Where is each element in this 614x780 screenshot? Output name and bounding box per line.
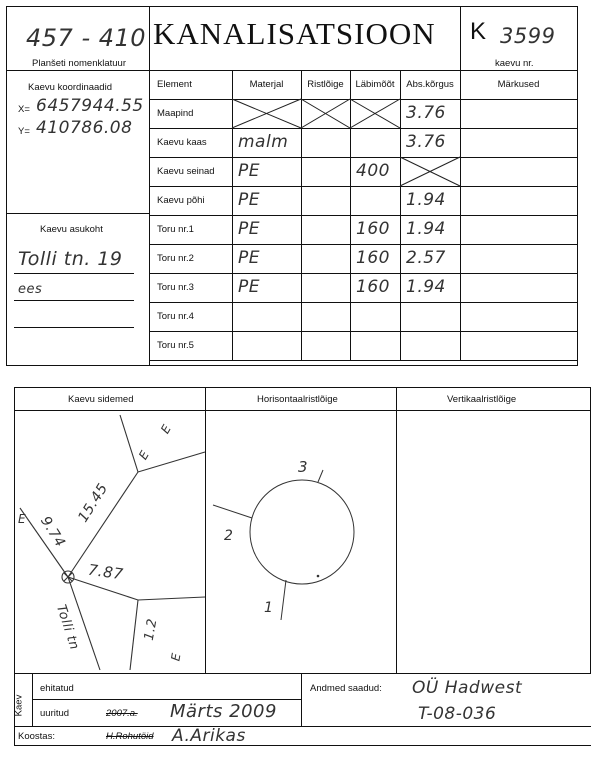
table-cell-labimoot: 160	[356, 219, 390, 239]
table-cell-materjal: malm	[238, 132, 289, 152]
table-cell-labimoot: 160	[356, 248, 390, 268]
form-title: KANALISATSIOON	[153, 16, 436, 51]
sketch-d1: 9.74	[37, 513, 69, 551]
koostas-value: A.Arikas	[172, 726, 246, 746]
sketch-e4: E	[168, 651, 184, 663]
cross-mark	[301, 99, 350, 128]
location-line2: ees	[18, 282, 43, 297]
cross-mark	[232, 99, 301, 128]
uuritud-crossed: 2007.a.	[106, 708, 138, 719]
sketch-street: Tolli tn	[52, 603, 82, 652]
cross-mark	[350, 99, 400, 128]
location-label: Kaevu asukoht	[40, 224, 103, 235]
cross-mark	[232, 99, 301, 128]
uuritud-label: uuritud	[40, 708, 70, 719]
y-prefix: Y=	[18, 126, 30, 137]
table-cell-materjal: PE	[238, 161, 260, 181]
table-cell-labimoot: 400	[356, 161, 390, 181]
sketch-e2: E	[135, 447, 153, 463]
cross-mark	[301, 99, 350, 128]
pipe-number-3: 3	[298, 458, 309, 476]
table-header-3: Läbimõõt	[355, 79, 395, 90]
table-cell-labimoot: 160	[356, 277, 390, 297]
table-cell-abs: 2.57	[406, 248, 446, 268]
sketch-e1: E	[18, 512, 27, 526]
ehitatud-label: ehitatud	[40, 683, 74, 694]
x-value: 6457944.55	[36, 96, 144, 116]
nomenclature-label: Planšeti nomenklatuur	[32, 58, 126, 69]
well-letter: K	[470, 18, 487, 45]
vertical-label: Vertikaalristlõige	[447, 394, 517, 405]
sketch-d4: 1.2	[141, 617, 161, 642]
cross-mark	[400, 157, 460, 186]
cross-mark	[400, 157, 460, 186]
andmed-value: OÜ Hadwest	[412, 678, 523, 698]
cross-mark	[350, 99, 400, 128]
horizontal-label: Horisontaalristlõige	[257, 394, 338, 405]
table-cell-abs: 1.94	[406, 277, 446, 297]
table-header-1: Materjal	[249, 79, 284, 90]
table-cell-element: Toru nr.5	[157, 340, 194, 351]
table-header-5: Märkused	[497, 79, 540, 90]
well-number: 3599	[500, 24, 556, 48]
well-number-label: kaevu nr.	[495, 58, 534, 69]
x-prefix: X=	[18, 104, 30, 115]
coords-label: Kaevu koordinaadid	[28, 82, 112, 93]
pipe-number-2: 2	[224, 528, 234, 544]
table-cell-element: Kaevu põhi	[157, 195, 205, 206]
table-header-2: Ristlõige	[307, 79, 344, 90]
table-cell-element: Toru nr.4	[157, 311, 194, 322]
table-cell-materjal: PE	[238, 219, 260, 239]
uuritud-value: Märts 2009	[170, 701, 277, 722]
table-header-4: Abs.kõrgus	[406, 79, 454, 90]
sketch-d2: 15.45	[75, 480, 112, 526]
table-cell-element: Toru nr.2	[157, 253, 194, 264]
koostas-crossed: H.Rohutöid	[106, 731, 154, 742]
table-cell-abs: 3.76	[406, 132, 446, 152]
sidemed-label: Kaevu sidemed	[68, 394, 134, 405]
andmed-code: T-08-036	[418, 704, 497, 724]
table-cell-abs: 1.94	[406, 190, 446, 210]
sketch-e3: E	[157, 421, 175, 437]
table-cell-materjal: PE	[238, 248, 260, 268]
andmed-label: Andmed saadud:	[310, 683, 382, 694]
table-cell-materjal: PE	[238, 190, 260, 210]
table-cell-element: Toru nr.3	[157, 282, 194, 293]
table-cell-element: Kaevu seinad	[157, 166, 215, 177]
table-header-0: Element	[157, 79, 192, 90]
sketch-d3: 7.87	[86, 560, 125, 584]
table-cell-materjal: PE	[238, 277, 260, 297]
table-cell-abs: 3.76	[406, 103, 446, 123]
kaev-label: Kaev	[13, 694, 25, 717]
koostas-label: Koostas:	[18, 731, 55, 742]
table-cell-abs: 1.94	[406, 219, 446, 239]
nomenclature-value: 457 - 410	[26, 24, 147, 52]
table-cell-element: Maapind	[157, 108, 194, 119]
table-cell-element: Toru nr.1	[157, 224, 194, 235]
pipe-number-1: 1	[264, 600, 274, 616]
location-line1: Tolli tn. 19	[18, 248, 123, 270]
y-value: 410786.08	[36, 118, 133, 138]
table-cell-element: Kaevu kaas	[157, 137, 207, 148]
